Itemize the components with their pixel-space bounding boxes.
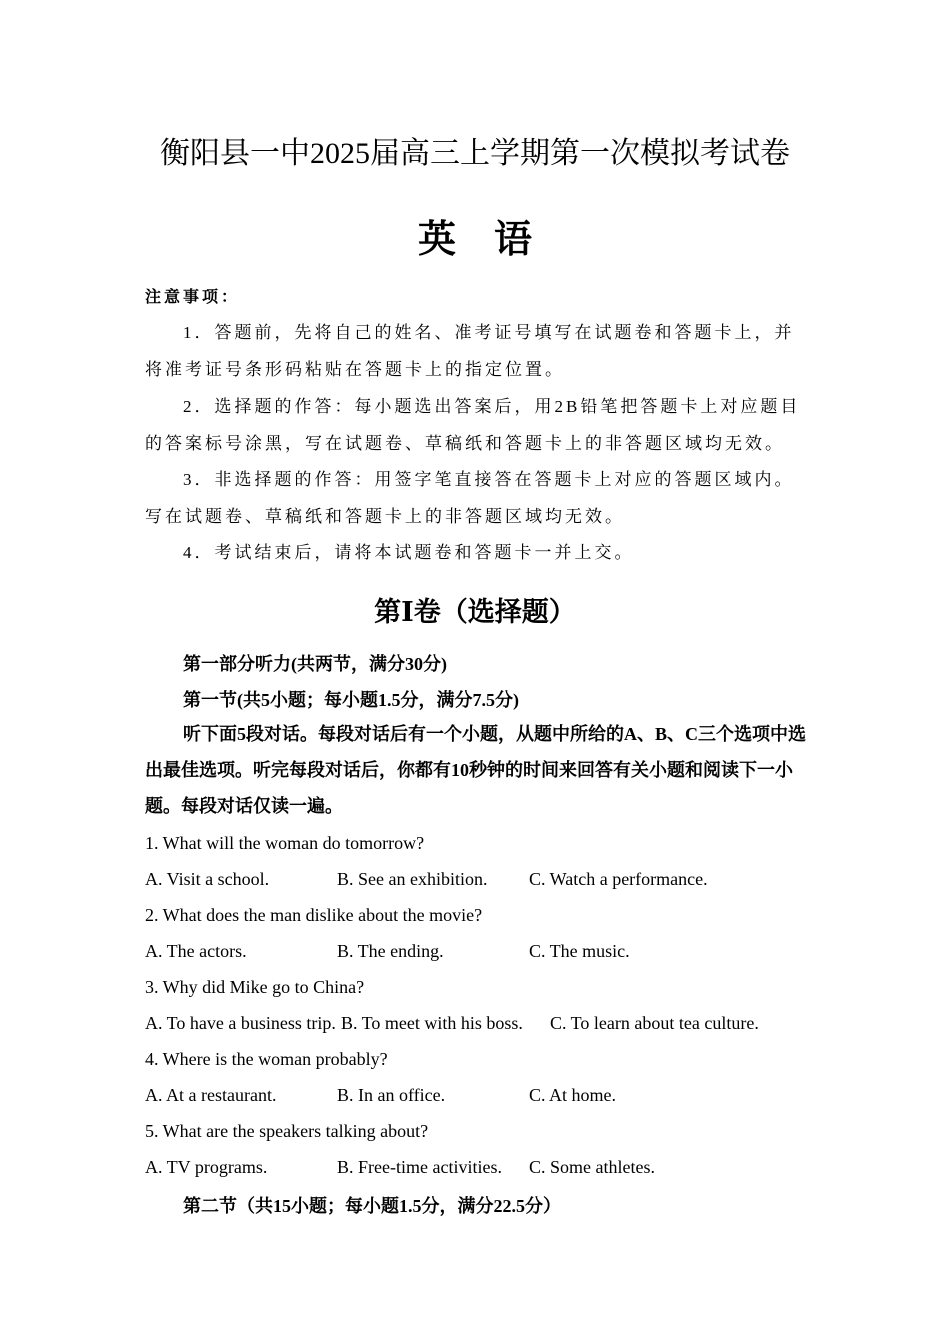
option-c: C. At home. bbox=[529, 1085, 617, 1105]
section-heading: 第二节（共15小题；每小题1.5分，满分22.5分） bbox=[183, 1196, 561, 1216]
option-a: A. The actors. bbox=[145, 941, 247, 961]
option-c: C. Some athletes. bbox=[529, 1157, 655, 1177]
notice-line: 写在试题卷、草稿纸和答题卡上的非答题区域均无效。 bbox=[145, 507, 625, 526]
notice-line: 将准考证号条形码粘贴在答题卡上的指定位置。 bbox=[145, 360, 565, 379]
option-c: C. To learn about tea culture. bbox=[550, 1013, 759, 1033]
subject-title: 英语 bbox=[417, 219, 570, 261]
notice-line: 4．考试结束后，请将本试题卷和答题卡一并上交。 bbox=[183, 543, 635, 562]
notice-line: 3．非选择题的作答：用签字笔直接答在答题卡上对应的答题区域内。 bbox=[183, 470, 795, 489]
option-a: A. At a restaurant. bbox=[145, 1085, 277, 1105]
exam-title: 衡阳县一中2025届高三上学期第一次模拟考试卷 bbox=[160, 137, 790, 170]
question-text: 4. Where is the woman probably? bbox=[145, 1049, 388, 1069]
notice-line: 的答案标号涂黑，写在试题卷、草稿纸和答题卡上的非答题区域均无效。 bbox=[145, 434, 785, 453]
option-c: C. The music. bbox=[529, 941, 630, 961]
option-b: B. To meet with his boss. bbox=[341, 1013, 523, 1033]
option-a: A. To have a business trip. bbox=[145, 1013, 336, 1033]
notice-line: 2．选择题的作答：每小题选出答案后，用2B铅笔把答题卡上对应题目 bbox=[183, 397, 801, 416]
option-b: B. In an office. bbox=[337, 1085, 446, 1105]
notice-heading: 注意事项： bbox=[145, 289, 241, 306]
question-text: 2. What does the man dislike about the movie? bbox=[145, 905, 483, 925]
option-a: A. TV programs. bbox=[145, 1157, 268, 1177]
option-b: B. See an exhibition. bbox=[337, 869, 488, 889]
option-b: B. The ending. bbox=[337, 941, 444, 961]
volume-title: 第Ⅰ卷（选择题） bbox=[374, 597, 576, 627]
option-a: A. Visit a school. bbox=[145, 869, 270, 889]
part-heading: 第一部分听力(共两节，满分30分) bbox=[183, 654, 447, 674]
instructions: 听下面5段对话。每段对话后有一个小题，从题中所给的A、B、C三个选项中选出最佳选项。听完每段对话后，你都有10秒钟的时间来回答有关小题和阅读下一小题。每段对话仅读一遍。 bbox=[145, 724, 807, 816]
notice-line: 1．答题前，先将自己的姓名、准考证号填写在试题卷和答题卡上，并 bbox=[183, 323, 795, 342]
question-text: 5. What are the speakers talking about? bbox=[145, 1121, 429, 1141]
section-heading: 第一节(共5小题；每小题1.5分，满分7.5分) bbox=[183, 690, 519, 710]
question-text: 1. What will the woman do tomorrow? bbox=[145, 833, 425, 853]
option-c: C. Watch a performance. bbox=[529, 869, 708, 889]
option-b: B. Free-time activities. bbox=[337, 1157, 502, 1177]
question-text: 3. Why did Mike go to China? bbox=[145, 977, 365, 997]
